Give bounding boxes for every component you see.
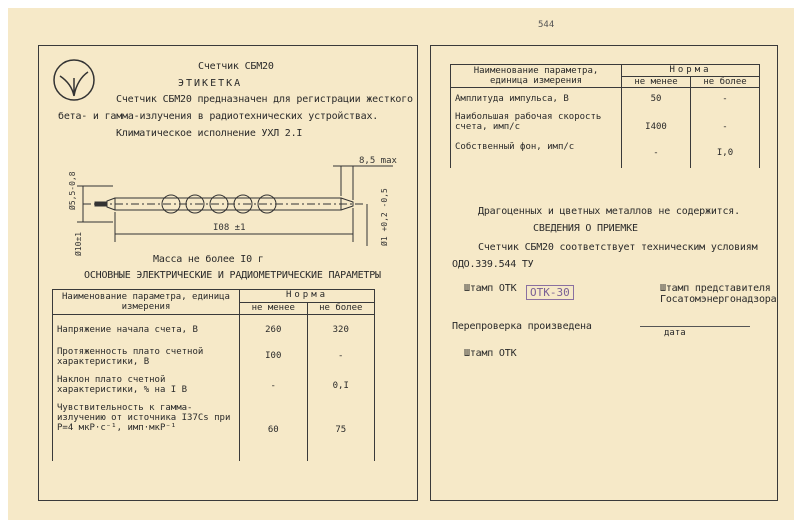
right-table-header-min: не менее	[622, 76, 691, 88]
document-sheet	[8, 8, 794, 520]
right-table-header-param: Наименование параметра, единица измерения	[451, 65, 622, 88]
table-row: Напряжение начала счета, В	[53, 315, 240, 344]
left-table-header-norm: Норма	[240, 290, 375, 303]
tube-drawing	[63, 146, 403, 256]
otk-stamp-label-2: Штамп ОТК	[464, 348, 517, 359]
climate-version: Климатическое исполнение УХЛ 2.I	[116, 128, 303, 139]
manufacturer-logo-icon	[52, 58, 96, 102]
recheck-label: Перепроверка произведена	[452, 321, 592, 332]
date-label: дата	[664, 328, 686, 338]
otk-stamp: ОТК-30	[526, 285, 574, 300]
right-table-header-max: не более	[691, 76, 760, 88]
table-row: Чувствительность к гамма-излучению от источника I37Cs при P=4 мкР·с⁻¹, имп·мкР⁻¹	[53, 399, 240, 461]
dim-diameter-large: Ø10±1	[74, 231, 83, 256]
left-params-table: Наименование параметра, единица измерения Норма не менее не более Напряжение начала счета, В 260 320 Протяженность плато счетной характеристики, В I00 - Наклон плато счетной характеристики, % на I В - 0,I Чувствительность к гамма-излучению от источника I37Cs при P=4 мкР·с⁻¹, имп·мкР⁻¹ 60 75	[52, 289, 375, 461]
authority-label: Госатомэнергонадзора	[660, 294, 777, 305]
dim-pin: Ø1 +0,2 -0,5	[380, 188, 389, 246]
representative-stamp-label: Штамп представителя	[660, 283, 771, 294]
purpose-line-2: бета- и гамма-излучения в радиотехнических устройствах.	[58, 111, 379, 122]
otk-stamp-label: Штамп ОТК	[464, 283, 517, 294]
left-table-header-max: не более	[307, 302, 375, 315]
right-table-header-norm: Норма	[622, 65, 760, 77]
left-table-header-param: Наименование параметра, единица измерения	[53, 290, 240, 315]
table-row: Собственный фон, имп/с	[451, 138, 622, 168]
left-table-header-min: не менее	[240, 302, 308, 315]
right-params-table: Наименование параметра, единица измерения Норма не менее не более Амплитуда импульса, В 50 - Наибольшая рабочая скорость счета, имп/с I400 - Собственный фон, имп/с - I,0	[450, 64, 760, 168]
table-row: Наибольшая рабочая скорость счета, имп/с	[451, 112, 622, 138]
date-line	[640, 326, 750, 327]
precious-metals-note: Драгоценных и цветных металлов не содержится.	[478, 206, 740, 217]
acceptance-heading: СВЕДЕНИЯ О ПРИЕМКЕ	[533, 223, 638, 234]
table-row: Протяженность плато счетной характеристики, В	[53, 343, 240, 371]
page-number: 544	[538, 20, 555, 30]
conformity-line-1: Счетчик СБМ20 соответствует техническим условиям	[478, 242, 758, 253]
table-row: Амплитуда импульса, В	[451, 88, 622, 113]
dim-diameter-small: Ø5,5-0,8	[68, 171, 77, 210]
conformity-line-2: ОДО.339.544 ТУ	[452, 259, 534, 270]
params-heading: ОСНОВНЫЕ ЭЛЕКТРИЧЕСКИЕ И РАДИОМЕТРИЧЕСКИЕ ПАРАМЕТРЫ	[84, 270, 381, 281]
mass-note: Масса не более I0 г	[153, 254, 264, 265]
label-heading: ЭТИКЕТКА	[178, 78, 243, 89]
counter-title: Счетчик СБМ20	[198, 61, 274, 72]
dim-length: I08 ±1	[213, 223, 246, 233]
dim-tip-length: 8,5 max	[359, 156, 397, 166]
purpose-line-1: Счетчик СБМ20 предназначен для регистрации жесткого	[116, 94, 413, 105]
table-row: Наклон плато счетной характеристики, % на I В	[53, 371, 240, 399]
